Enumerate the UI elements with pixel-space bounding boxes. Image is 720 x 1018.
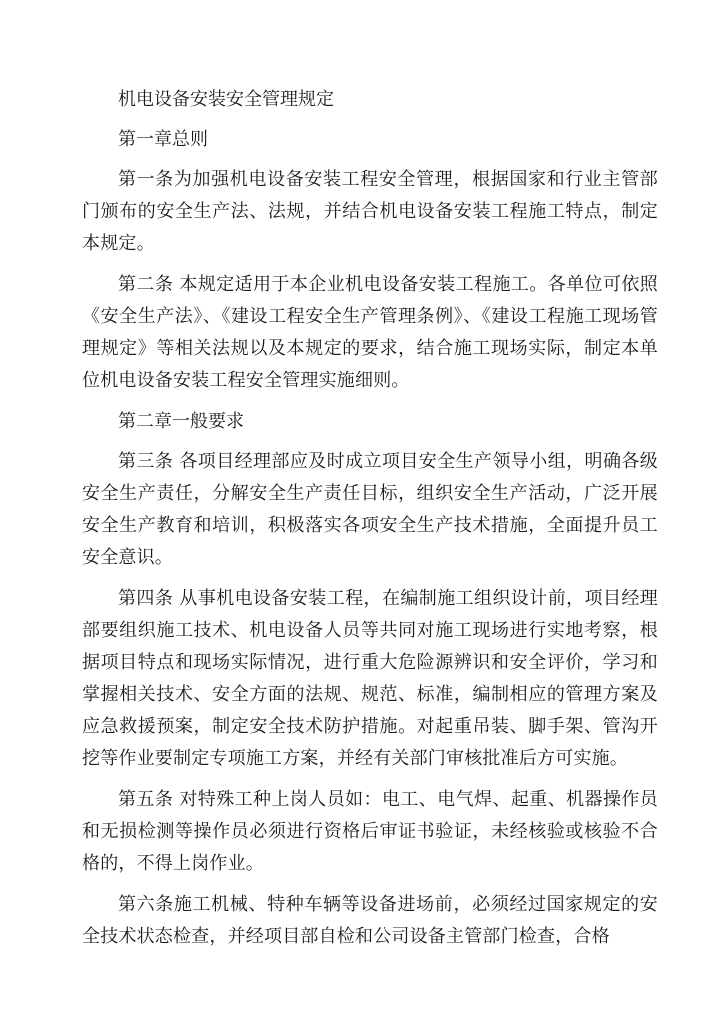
document-page (82, 84, 658, 962)
article-3: 第三条 各项目经理部应及时成立项目安全生产领导小组，明确各级安全生产责任，分解安全生产责任目标，组织安全生产活动，广泛开展安全生产教育和培训，积极落实各项安全生产技术措施，全面提升员工安全意识。 (82, 451, 658, 568)
chapter-heading-2: 第二章一般要求 (118, 411, 244, 432)
article-5: 第五条 对特殊工种上岗人员如：电工、电气焊、起重、机器操作员和无损检测等操作员必须进行资格后审证书验证，未经核验或核验不合格的，不得上岗作业。 (82, 789, 658, 874)
article-2: 第二条 本规定适用于本企业机电设备安装工程施工。各单位可依照《安全生产法》、《建设工程安全生产管理条例》、《建设工程施工现场管理规定》等相关法规以及本规定的要求，结合施工现场实际，制定本单位机电设备安装工程安全管理实施细则。 (82, 274, 658, 391)
article-6: 第六条施工机械、特种车辆等设备进场前，必须经过国家规定的安全技术状态检查，并经项目部自检和公司设备主管部门检查，合格 (82, 894, 658, 947)
chapter-heading-1: 第一章总则 (118, 129, 208, 150)
article-4: 第四条 从事机电设备安装工程，在编制施工组织设计前，项目经理部要组织施工技术、机电设备人员等共同对施工现场进行实地考察，根据项目特点和现场实际情况，进行重大危险源辨识和安全评价，学习和掌握相关技术、安全方面的法规、规范、标准，编制相应的管理方案及应急救援预案，制定安全技术防护措施。对起重吊装、脚手架、管沟开挖等作业要制定专项施工方案，并经有关部门审核批准后方可实施。 (82, 588, 658, 769)
article-1: 第一条为加强机电设备安装工程安全管理，根据国家和行业主管部门颁布的安全生产法、法规，并结合机电设备安装工程施工特点，制定本规定。 (82, 169, 658, 254)
document-title: 机电设备安装安全管理规定 (118, 89, 334, 110)
